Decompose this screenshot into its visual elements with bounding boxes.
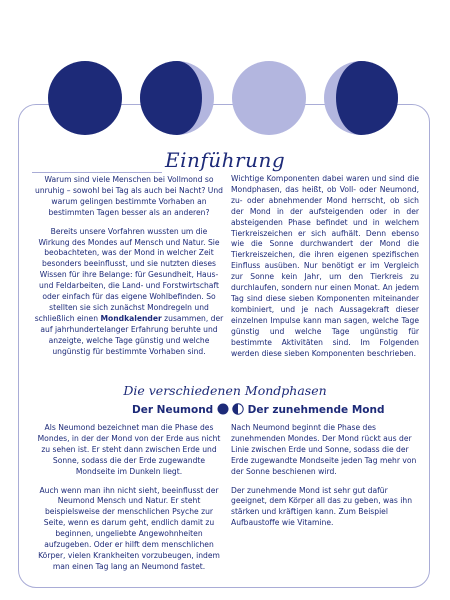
intro-paragraph: Wichtige Komponenten dabei waren und sind die Mondphasen, das heißt, ob Voll- oder Neumond, zu- oder abnehmender Mond herrscht, ob sich der Mond in der aufsteigenden oder in der absteigenden Phase befindet und in welchem Tierkreiszeichen er sich aufhält. Denn ebenso wie die Sonne durchwandert der Mond die Tierkreiszeichen, die ihren eigenen spezifischen Einfluss ausüben. Nur benötigt er im Vergleich zur Sonne kein Jahr, um den Tierkreis zu durchlaufen, sondern nur einen Monat. An jedem Tag sind diese sieben Komponenten miteinander kombiniert, und je nach Aussagekraft dieser einzelnen Impulse kann man sagen, welche Tage günstig und welche Tage ungünstig für bestimmte Aktivitäten sind. Im Folgenden werden diese sieben Komponenten beschrieben. (231, 174, 419, 358)
intro-paragraph: Bereits unsere Vorfahren wussten um die Wirkung des Mondes auf Mensch und Natur. Sie beobachteten, was der Mond in welcher Zeit besonders beeinflusst, und sie nutzten dieses Wissen für ihre Belange: für Gesundheit, Haus- und Feldarbeiten, die Land- und Forstwirtschaft oder einfach für das eigene Wohlbefinden. So stellten sie sich zunächst Mondregeln und schließlich einen Mondkalender zusammen, der auf jahrhundertelanger Erfahrung beruhte und anzeigte, welche Tage günstig und welche ungünstig für bestimmte Vorhaben sind. (34, 226, 224, 356)
new-moon-small-icon (217, 403, 229, 415)
zunehmend-heading: Der zunehmende Mond (232, 403, 384, 416)
zunehmend-column (231, 423, 417, 537)
neumond-heading: Der Neumond (132, 403, 229, 416)
full-moon-icon (232, 61, 306, 135)
neumond-paragraph: Als Neumond bezeichnet man die Phase des Mondes, in der der Mond von der Erde aus nicht zu sehen ist. Er steht dann zwischen Erde und Sonne, sodass die der Erde zugewandte Mondseite im Dunkeln liegt. (37, 423, 221, 476)
zunehmend-paragraph: Der zunehmende Mond ist sehr gut dafür geeignet, dem Körper all das zu geben, was ihn stärken und kräftigen kann. Zum Beispiel Aufbaustoffe wie Vitamine. (231, 485, 413, 528)
title-rule-left (32, 172, 162, 173)
moon-phases-row (0, 61, 450, 141)
waxing-moon-icon (140, 61, 214, 135)
mondkalender-term: Mondkalender (100, 313, 162, 323)
intro-left-column (34, 175, 224, 366)
neumond-paragraph: Auch wenn man ihn nicht sieht, beeinflusst der Neumond Mensch und Natur. Er steht beispielsweise der menschlichen Psyche zur Seite, wenn es darum geht, endlich damit zu beginnen, ungeliebte Angewohnheiten aufzugeben. Oder er hilft dem menschlichen Körper, vielen Krankheiten vorzubeugen, indem man einen Tag lang an Neumond fastet. (38, 485, 220, 571)
neumond-column (34, 423, 224, 581)
intro-right-column (231, 174, 419, 367)
zunehmend-paragraph: Nach Neumond beginnt die Phase des zunehmenden Mondes. Der Mond rückt aus der Linie zwischen Erde und Sonne, sodass die der Erde zugewandte Mondseite jeden Tag mehr von der Sonne beschienen wird. (231, 423, 417, 476)
waning-moon-icon (324, 61, 398, 135)
waxing-moon-small-icon (232, 403, 244, 415)
page-title: Einführung (165, 148, 286, 172)
new-moon-icon (48, 61, 122, 135)
intro-paragraph: Warum sind viele Menschen bei Vollmond so unruhig – sowohl bei Tag als auch bei Nacht? Und warum gelingen bestimmte Vorhaben an bestimmten Tagen besser als an anderen? (35, 175, 223, 217)
section-subtitle: Die verschiedenen Mondphasen (123, 383, 327, 398)
